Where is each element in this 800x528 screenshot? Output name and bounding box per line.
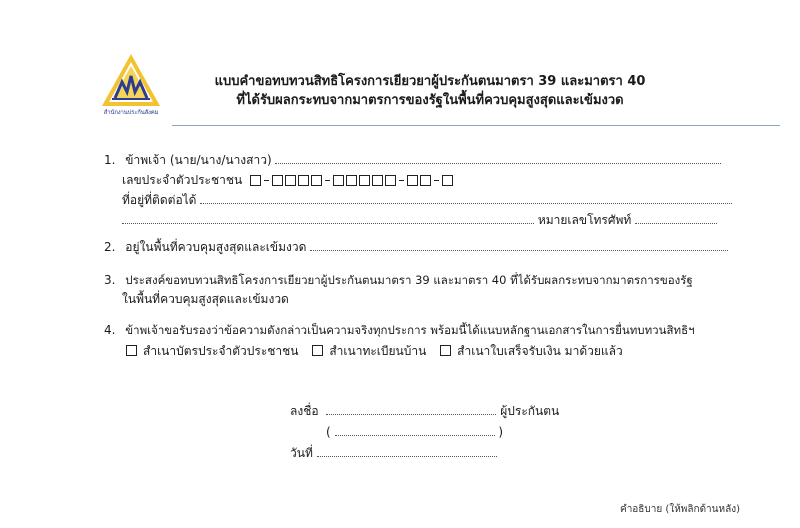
id-separator	[264, 180, 269, 181]
item2-row	[104, 240, 728, 254]
item1-number: 1.	[104, 153, 116, 167]
phone-label: หมายเลขโทรศัพท์	[537, 213, 632, 227]
id-digit-box[interactable]	[407, 175, 418, 186]
form-title-line1: แบบคำขอทบทวนสิทธิโครงการเยียวยาผู้ประกันตนมาตรา 39 และมาตรา 40	[214, 74, 646, 89]
item4-number: 4.	[104, 323, 116, 337]
item2-number: 2.	[104, 240, 116, 254]
id-digit-box[interactable]	[420, 175, 431, 186]
item4-text-line1: ข้าพเจ้าขอรับรองว่าข้อความดังกล่าวเป็นความจริงทุกประการ พร้อมนี้ได้แนบหลักฐานเอกสารในการยื่นทบทวนสิทธิฯ	[125, 323, 695, 337]
checkbox-receipt-copy[interactable]	[440, 345, 451, 356]
phone-field[interactable]	[635, 213, 717, 224]
item4-options-row	[126, 344, 623, 358]
id-digit-box[interactable]	[333, 175, 344, 186]
form-title-line2: ที่ได้รับผลกระทบจากมาตรการของรัฐในพื้นที่ควบคุมสูงสุดและเข้มงวด	[236, 93, 624, 108]
printed-name-field[interactable]	[335, 425, 495, 436]
paren-close: )	[498, 425, 504, 439]
id-label: เลขประจำตัวประชาชน	[122, 173, 243, 187]
paren-open: (	[326, 425, 331, 439]
id-digit-box[interactable]	[272, 175, 283, 186]
sign-label: ลงชื่อ	[290, 404, 319, 418]
id-digit-box[interactable]	[359, 175, 370, 186]
date-row	[290, 446, 497, 460]
id-separator	[399, 180, 404, 181]
item1-address-row	[122, 193, 732, 207]
address-label: ที่อยู่ที่ติดต่อได้	[122, 193, 197, 207]
id-separator	[325, 180, 330, 181]
item2-text: อยู่ในพื้นที่ควบคุมสูงสุดและเข้มงวด	[125, 240, 307, 254]
id-digit-box[interactable]	[285, 175, 296, 186]
area-field[interactable]	[310, 240, 728, 251]
item3-row-2	[122, 292, 289, 306]
signature-field[interactable]	[326, 404, 496, 415]
item3-row	[104, 273, 693, 287]
footnote: คำอธิบาย (ให้พลิกด้านหลัง)	[620, 504, 741, 515]
id-digit-box[interactable]	[442, 175, 453, 186]
name-field[interactable]	[275, 153, 721, 164]
header-divider	[172, 125, 780, 126]
name-label: ข้าพเจ้า (นาย/นาง/นางสาว)	[125, 153, 272, 167]
item1-phone-row	[122, 213, 717, 227]
option-receipt-copy: สำเนาใบเสร็จรับเงิน มาด้วยแล้ว	[457, 344, 623, 358]
id-digit-box[interactable]	[311, 175, 322, 186]
item3-text-line2: ในพื้นที่ควบคุมสูงสุดและเข้มงวด	[122, 292, 289, 306]
item1-id-row	[122, 173, 453, 187]
address-field-2[interactable]	[122, 213, 534, 224]
id-digit-box[interactable]	[372, 175, 383, 186]
printed-name-row	[326, 425, 503, 439]
address-field-1[interactable]	[200, 193, 732, 204]
national-id-boxes[interactable]	[250, 175, 453, 186]
id-digit-box[interactable]	[250, 175, 261, 186]
id-digit-box[interactable]	[346, 175, 357, 186]
id-digit-box[interactable]	[298, 175, 309, 186]
item3-number: 3.	[104, 273, 116, 287]
item1-name-row	[104, 153, 721, 167]
signature-row	[290, 404, 559, 418]
option-house-registration-copy: สำเนาทะเบียนบ้าน	[329, 344, 427, 358]
checkbox-house-registration-copy[interactable]	[312, 345, 323, 356]
signer-role: ผู้ประกันตน	[500, 404, 560, 418]
date-label: วันที่	[290, 446, 313, 460]
item3-text-line1: ประสงค์ขอทบทวนสิทธิโครงการเยียวยาผู้ประกันตนมาตรา 39 และมาตรา 40 ที่ได้รับผลกระทบจากมาตรการของรัฐ	[125, 273, 693, 287]
checkbox-id-card-copy[interactable]	[126, 345, 137, 356]
id-separator	[434, 180, 439, 181]
id-digit-box[interactable]	[385, 175, 396, 186]
item4-row	[104, 323, 695, 337]
date-field[interactable]	[317, 446, 497, 457]
logo-caption: สำนักงานประกันสังคม	[103, 109, 159, 116]
option-id-card-copy: สำเนาบัตรประจำตัวประชาชน	[143, 344, 299, 358]
